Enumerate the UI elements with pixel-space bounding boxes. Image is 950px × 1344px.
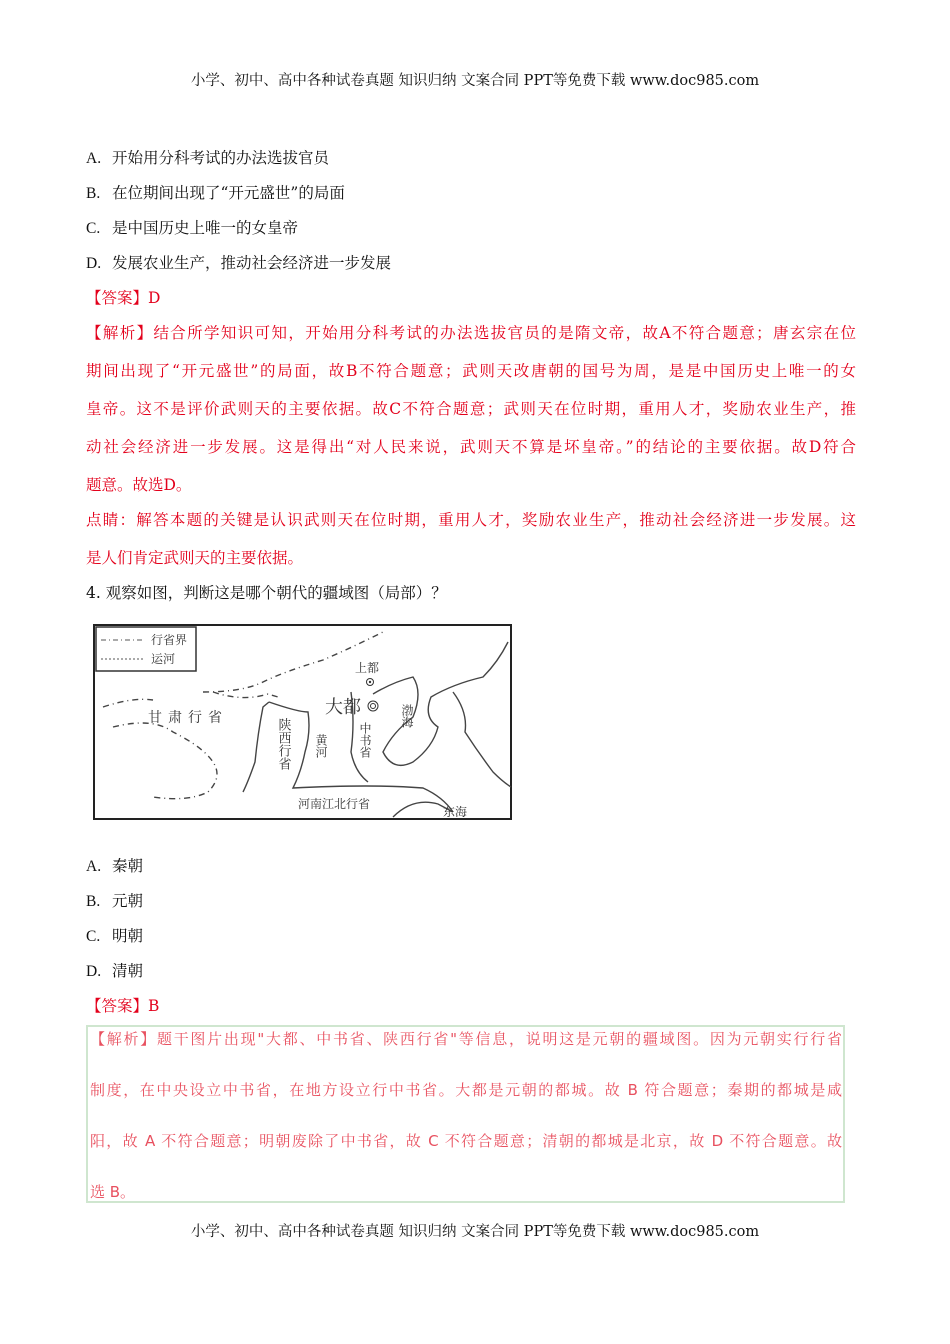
option-label: A. [86,150,102,167]
label-shangdu: 上都 [355,661,380,675]
option-text: 开始用分科考试的办法选拔官员 [112,149,330,167]
q3-analysis-line: 动社会经济进一步发展。这是得出“对人民来说，武则天不算是坏皇帝。”的结论的主要依据。故D符合 [86,438,856,456]
option-label: B. [86,893,101,910]
q3-answer: 【答案】D [86,289,161,307]
q4-answer: 【答案】B [86,997,160,1015]
q3-option-a [86,146,329,168]
label-gansu: 甘肃行省 [148,710,228,726]
q4-option-d [86,959,143,981]
q4-option-a [86,854,143,876]
label-zhongshu: 中书省 [358,722,372,758]
label-donghai: 东海 [443,805,468,819]
option-label: C. [86,220,101,237]
option-text: 秦朝 [112,857,144,875]
label-dadu: 大都 [325,697,361,718]
label-huanghe: 黄河 [314,734,328,758]
q4-analysis-line: 阳，故 A 不符合题意；明朝废除了中书省，故 C 不符合题意；清朝的都城是北京，故 D 不符合题意。故 [90,1132,842,1150]
option-label: B. [86,185,101,202]
q3-option-d [86,251,391,273]
page-footer: 小学、初中、高中各种试卷真题 知识归纳 文案合同 PPT等免费下载 www.doc985.com [190,1224,760,1240]
label-bohai: 渤海 [400,704,414,728]
q4-option-c [86,924,143,946]
q3-analysis-line: 题意。故选D。 [86,476,192,494]
q3-analysis-line: 期间出现了“开元盛世”的局面，故B不符合题意；武则天改唐朝的国号为周，是是中国历史上唯一的女 [86,362,856,380]
q4-analysis-box [86,1025,845,1203]
q3-option-c [86,216,298,238]
yuan-territory-map [93,622,513,822]
option-text: 发展农业生产，推动社会经济进一步发展 [112,254,392,272]
legend-canal: 运河 [151,652,176,666]
option-text: 清朝 [112,962,144,980]
label-shaanxi: 陕西行省 [275,718,291,770]
option-label: D. [86,963,102,980]
option-text: 在位期间出现了“开元盛世”的局面 [112,184,345,202]
q3-analysis-line: 皇帝。这不是评价武则天的主要依据。故C不符合题意；武则天在位时期，重用人才，奖励农业生产，推 [86,400,856,418]
q3-option-b [86,181,345,203]
option-label: C. [86,928,101,945]
option-text: 元朝 [112,892,144,910]
q4-analysis-line: 【解析】题干图片出现"大都、中书省、陕西行省"等信息，说明这是元朝的疆域图。因为元朝实行行省 [90,1030,842,1048]
option-text: 是中国历史上唯一的女皇帝 [112,219,299,237]
option-text: 明朝 [112,927,144,945]
q4-analysis-line: 制度，在中央设立中书省，在地方设立行中书省。大都是元朝的都城。故 B 符合题意；秦期的都城是咸 [90,1081,842,1099]
option-label: D. [86,255,102,272]
q3-dianjing-line: 是人们肯定武则天的主要依据。 [86,549,304,567]
q3-dianjing-line: 点睛：解答本题的关键是认识武则天在位时期，重用人才，奖励农业生产，推动社会经济进一步发展。这 [86,511,856,529]
q4-analysis-line: 选 B。 [90,1183,136,1201]
legend-province-border: 行省界 [151,633,188,647]
q4-question: 4. 观察如图，判断这是哪个朝代的疆域图（局部）？ [86,584,447,602]
q3-analysis-line: 【解析】结合所学知识可知，开始用分科考试的办法选拔官员的是隋文帝，故A不符合题意；唐玄宗在位 [86,324,856,342]
q4-option-b [86,889,143,911]
page-header: 小学、初中、高中各种试卷真题 知识归纳 文案合同 PPT等免费下载 www.doc985.com [190,73,760,89]
label-henan: 河南江北行省 [298,797,371,811]
option-label: A. [86,858,102,875]
